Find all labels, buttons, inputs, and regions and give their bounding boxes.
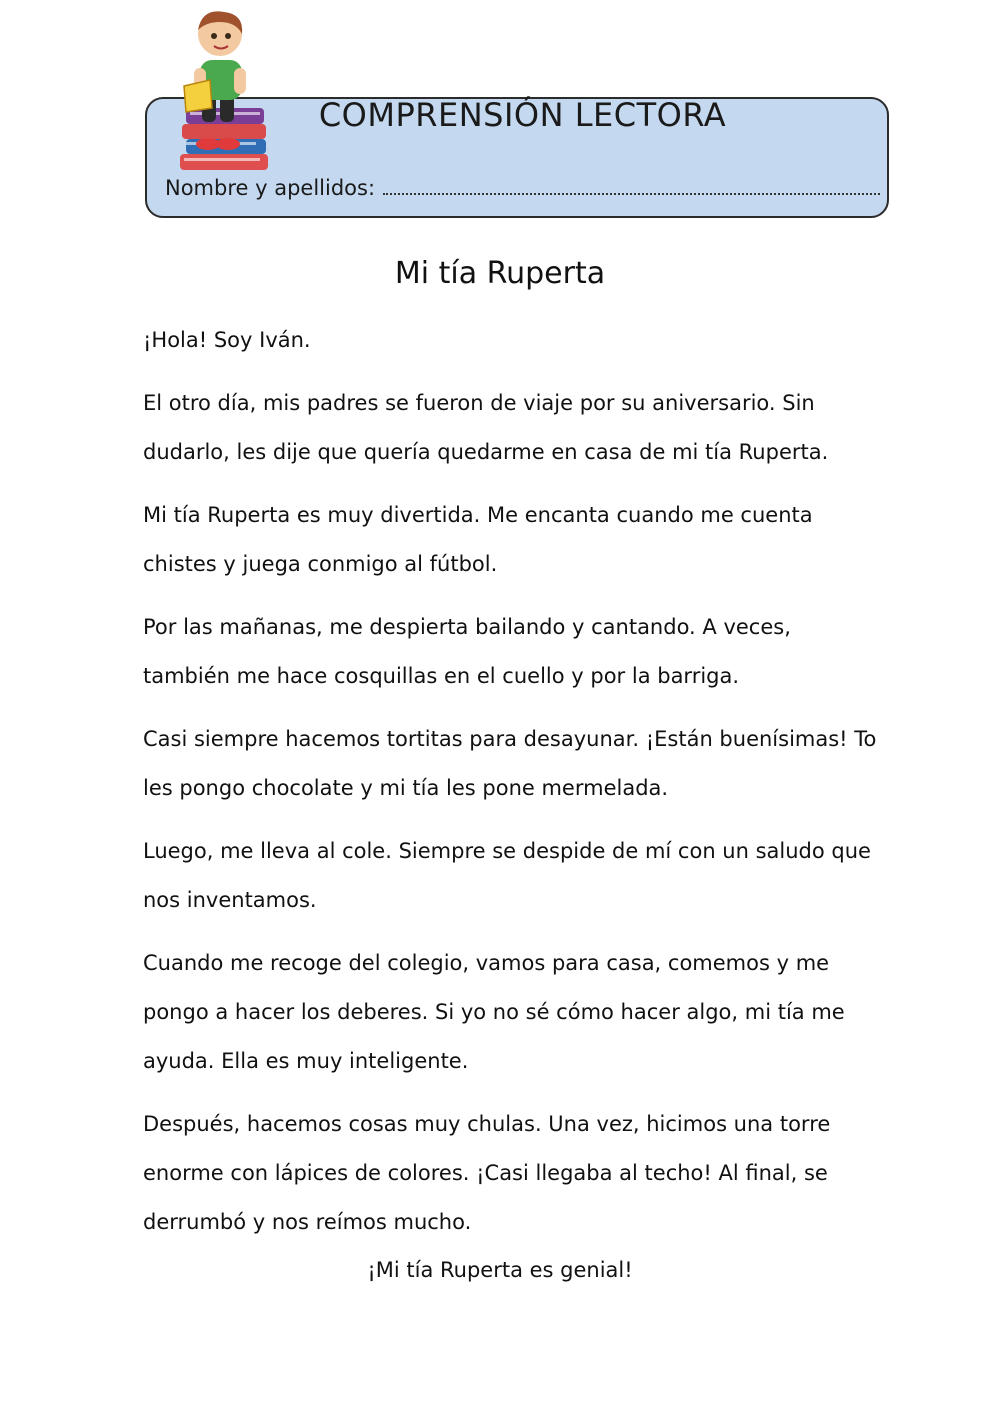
- boy-reading-on-books-icon: [172, 4, 276, 176]
- worksheet-title: COMPRENSIÓN LECTORA: [318, 96, 727, 134]
- story-paragraph: Mi tía Ruperta es muy divertida. Me encanta cuando me cuenta chistes y juega conmigo al fútbol.: [143, 503, 813, 576]
- story-body: [143, 316, 883, 1261]
- story-paragraph: El otro día, mis padres se fueron de viaje por su aniversario. Sin dudarlo, les dije que quería quedarme en casa de mi tía Ruperta.: [143, 391, 829, 464]
- name-field-label: Nombre y apellidos:: [165, 176, 376, 200]
- story-paragraph: Casi siempre hacemos tortitas para desayunar. ¡Están buenísimas! To les pongo chocolate y mi tía les pone mermelada.: [143, 727, 877, 800]
- story-paragraph: ¡Hola! Soy Iván.: [143, 328, 311, 352]
- story-paragraph: Después, hacemos cosas muy chulas. Una vez, hicimos una torre enorme con lápices de colores. ¡Casi llegaba al techo! Al final, se derrumbó y nos reímos mucho.: [143, 1112, 831, 1234]
- story-paragraph: Luego, me lleva al cole. Siempre se despide de mí con un saludo que nos inventamos.: [143, 839, 871, 912]
- name-field-row: [165, 176, 880, 200]
- story-paragraph: Por las mañanas, me despierta bailando y cantando. A veces, también me hace cosquillas en el cuello y por la barriga.: [143, 615, 791, 688]
- story-title: Mi tía Ruperta: [394, 256, 606, 291]
- story-closing: ¡Mi tía Ruperta es genial!: [367, 1258, 633, 1282]
- story-paragraph: Cuando me recoge del colegio, vamos para casa, comemos y me pongo a hacer los deberes. Si yo no sé cómo hacer algo, mi tía me ayuda. Ella es muy inteligente.: [143, 951, 845, 1073]
- name-field-line[interactable]: [383, 177, 880, 195]
